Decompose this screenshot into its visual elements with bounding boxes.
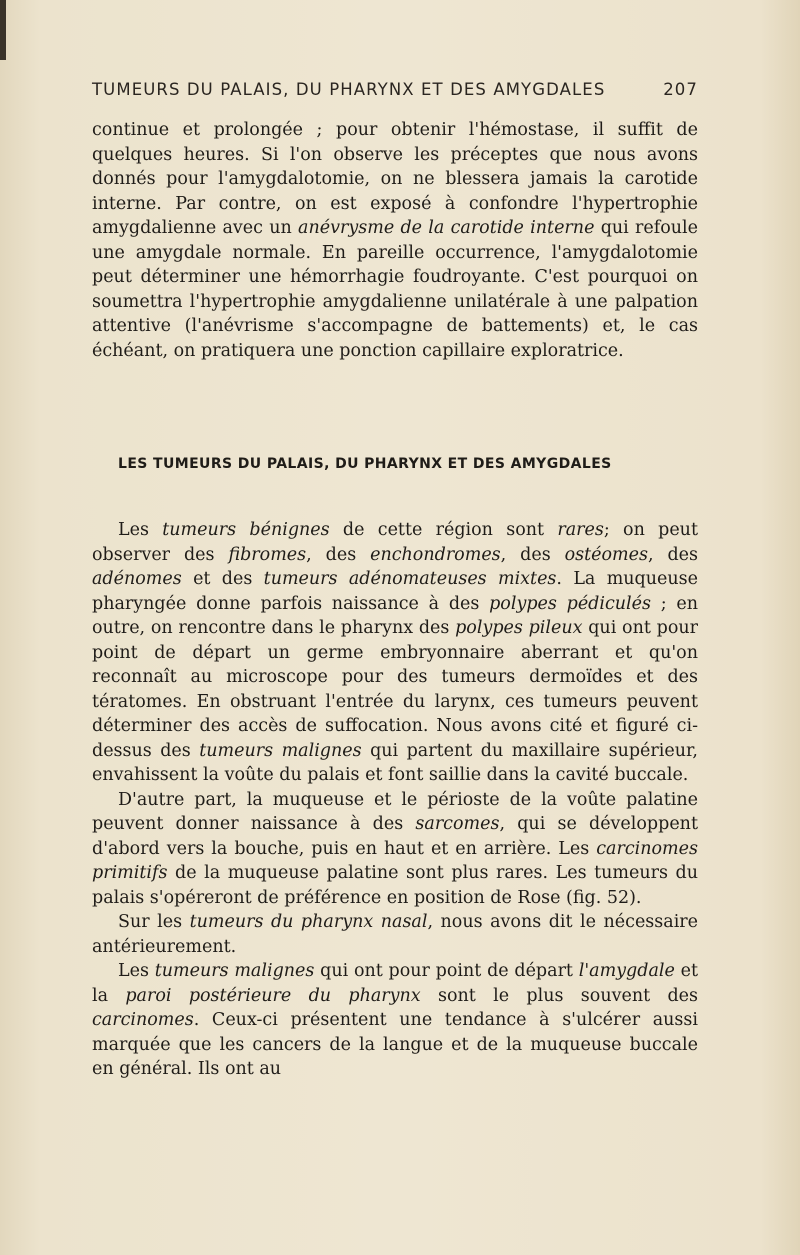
paragraph-sarcomas — [92, 788, 698, 911]
text-run: D'autre part, la muqueuse et le périoste de la voûte palatine peuvent donner naissance à des — [92, 789, 698, 834]
italic-term: ostéomes — [564, 544, 648, 565]
text-run: qui refoule une amygdale normale. En pareille occurrence, l'amygdalotomie peut déterminer une hémorrhagie foudroyante. C'est pourquoi on soumettra l'hypertrophie amygdalienne unilatérale à une palpation attentive (l'anévrisme s'accompagne de battements) et, le cas échéant, on pratiquera une ponction capillaire exploratrice. — [92, 218, 699, 361]
section-heading: LES TUMEURS DU PALAIS, DU PHARYNX ET DES AMYGDALES — [118, 456, 612, 472]
italic-term: rares — [557, 520, 604, 540]
italic-term: polypes pileux — [455, 618, 583, 638]
italic-term: tumeurs du pharynx nasal — [189, 912, 428, 932]
text-run: et des — [181, 569, 264, 589]
page-number: 207 — [663, 80, 698, 99]
italic-term: polypes pédiculés — [489, 593, 651, 614]
page-edge-shadow — [0, 0, 6, 60]
italic-term: tumeurs adénomateuses mixtes — [263, 569, 557, 589]
italic-term: enchondromes — [370, 544, 501, 565]
text-run: , qui se développent d'abord vers la bouche, puis en haut et en arrière. Les — [92, 814, 698, 859]
italic-term: carcinomes — [92, 1010, 194, 1030]
italic-term: tumeurs malignes — [199, 740, 362, 761]
italic-term: carcinomes primitifs — [92, 838, 698, 883]
paragraph-malignant-tumors — [92, 959, 698, 1082]
italic-term: anévrysme de la carotide interne — [298, 218, 595, 238]
text-run: , des — [647, 544, 699, 565]
text-run: de la muqueuse palatine sont plus rares. Les tumeurs du palais s'opéreront de préférence en position de Rose (fig. 52). — [92, 863, 698, 908]
paragraph-benign-tumors — [92, 518, 698, 788]
header-title: TUMEURS DU PALAIS, DU PHARYNX ET DES AMYGDALES — [92, 80, 606, 99]
text-run: ; en outre, on rencontre dans le pharynx des — [92, 593, 698, 638]
text-run: qui ont pour point de départ un germe embryonnaire aberrant et qu'on reconnaît au microscope pour des tumeurs dermoïdes et des tératomes. En obstruant l'entrée du larynx, ces tumeurs peuvent déterminer des accès de suffocation. Nous avons cité et figuré ci-dessus des — [92, 618, 698, 761]
text-run: . La muqueuse pharyngée donne parfois naissance à des — [92, 569, 698, 614]
italic-term: tumeurs bénignes — [162, 520, 330, 540]
text-run: Sur les — [118, 912, 190, 932]
paragraph-nasal-pharynx — [92, 910, 698, 959]
text-block-top — [92, 118, 698, 363]
text-run: qui ont pour point de départ — [314, 961, 579, 981]
text-run: et la — [92, 961, 699, 1006]
text-run: Les — [118, 961, 155, 981]
italic-term: fibromes — [228, 544, 307, 565]
italic-term: l'amygdale — [578, 961, 675, 981]
running-header — [92, 80, 698, 99]
text-run: Les — [118, 520, 163, 540]
italic-term: adénomes — [92, 569, 182, 589]
text-run: , des — [500, 544, 565, 565]
italic-term: sarcomes — [415, 814, 500, 834]
text-run: . Ceux-ci présentent une tendance à s'ulcérer aussi marquée que les cancers de la langue et de la muqueuse buccale en général. Ils ont au — [92, 1010, 698, 1079]
text-run: , nous avons dit le nécessaire antérieurement. — [92, 912, 699, 957]
italic-term: paroi postérieure du pharynx — [125, 985, 421, 1006]
text-run: qui partent du maxillaire supérieur, envahissent la voûte du palais et font saillie dans la cavité buccale. — [92, 740, 698, 785]
paragraph-hemostasis — [92, 118, 698, 363]
text-run: , des — [306, 544, 371, 565]
text-block-main — [92, 518, 698, 1082]
text-run: ; on peut observer des — [92, 520, 698, 565]
text-run: continue et prolongée ; pour obtenir l'hémostase, il suffit de quelques heures. Si l'on observe les préceptes que nous avons donnés pour l'amygdalotomie, on ne blessera jamais la carotide interne. Par contre, on est exposé à confondre l'hypertrophie amygdalienne avec un — [92, 120, 698, 238]
text-run: sont le plus souvent des — [420, 985, 699, 1006]
text-run: de cette région sont — [329, 520, 558, 540]
italic-term: tumeurs malignes — [154, 961, 315, 981]
